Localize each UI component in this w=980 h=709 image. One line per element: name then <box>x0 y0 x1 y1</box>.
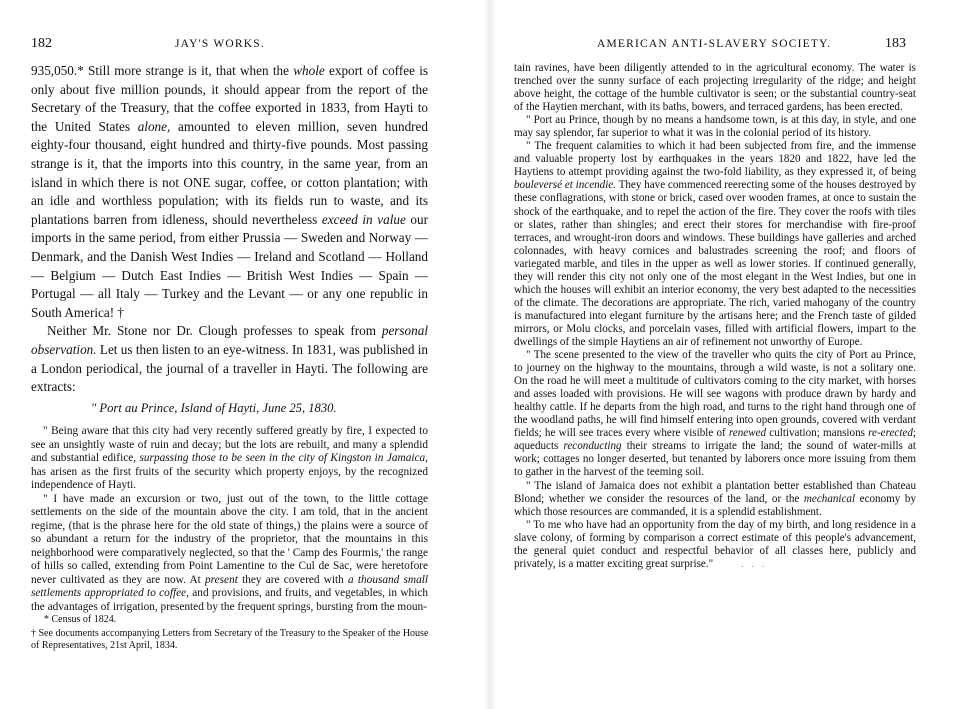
footnote-documents: † See documents accompanying Letters from Secretary of the Treasury to the Speaker of the House of Representatives, 21st April, 1834. <box>31 628 429 651</box>
dateline: " Port au Prince, Island of Hayti, June 25, 1830. <box>91 400 337 415</box>
right-page <box>490 0 980 709</box>
running-head-left: JAY'S WORKS. <box>175 38 265 50</box>
paragraph-eye-witness: Neither Mr. Stone nor Dr. Clough professes to speak from personal observation. Let us then listen to an eye-witness. In 1831, was published in a London periodical, the journal of a traveller in Hayti. The following are extracts: <box>31 323 428 395</box>
paragraph-slave-colony: " To me who have had an opportunity from the day of my birth, and long residence in a slave colony, of forming by comparison a correct estimate of this people's advancement, the general quiet conduct and respectful behavior of all classes here, publicly and privately, is a matter exciting great surprise." . . . <box>514 518 916 570</box>
right-body-text <box>514 62 916 571</box>
footnote-census: * Census of 1824. <box>44 614 117 625</box>
paragraph-traveller-scene: " The scene presented to the view of the traveller who quits the city of Port au Prince, to journey on the highway to the mountains, through a wild waste, is not a solitary one. On the road he will meet a multitude of cultivators coming to the city market, with horses and asses loaded with provisions. He will see wagons with produce drawn by hardy and healthy cattle. If he departs from the high road, and turns to the right hand through one of the woodland paths, he will find himself entering into open grounds, covered with verdant fields; he will see traces every where visible of renewed cultivation; mansions re-erected; aqueducts reconducting their streams to irrigate the land; the sound of water-mills at work; cottages no longer deserted, but tenanted by laborers once more issuing from them to gather in the harvest of the teeming soil. <box>514 349 916 479</box>
quote-city-rebuilt: " Being aware that this city had very recently suffered greatly by fire, I expected to see an unsightly waste of ruin and decay; but the lots are rebuilt, and many a splendid and substantial edifice, surpassing those to be seen in the city of Kingston in Jamaica, has arisen as the first fruits of the security which property enjoys, by the recognized independence of Hayti. <box>31 425 428 492</box>
paragraph-ravines: tain ravines, have been diligently attended to in the agricultural economy. The water is trenched over the sunny surface of each projecting irregularity of the ridge; and height above height, the cottage of the humble cultivator is seen; or the substantial country-seat of the Haytien merchant, with its baths, bowers, and terraced gardens, has been erected. <box>514 62 916 114</box>
quote-excursion: " I have made an excursion or two, just out of the town, to the little cottage settlements on the side of the mountain above the city. I am told, that in the ancient regime, (that is the phrase here for the old state of things,) the plains were a source of so abundant a return for the industry of the proprietor, that the mountains in this neighborhood were comparatively neglected, so that the ' Camp des Fourmis,' the range of hills so called, extending from Point Lamentine to the Cul de Sac, were heretofore never cultivated as they are now. At present they are covered with a thousand small settlements appropriated to coffee, and provisions, and fruits, and vegetables, in which the advantages of irrigation, presented by the frequent springs, bursting from the moun- <box>31 492 428 613</box>
paragraph-coffee-exports: 935,050.* Still more strange is it, that when the whole export of coffee is only about five million pounds, it should appear from the report of the Secretary of the Treasury, that the coffee exported in 1833, from Hayti to the United States alone, amounted to eleven million, seven hundred eighty-four thousand, eight hundred and thirty-five pounds. Most passing strange is it, that the imports into this country, in the same year, from an island in which there is not ONE sugar, coffee, or cotton plantation; with an idle and worthless population; with its fields run to waste, and its plantations barren from idleness, should nevertheless exceed in value our imports in the same period, from either Prussia — Sweden and Norway — Denmark, and the Danish West Indies — Ireland and Scotland — Holland — Belgium — Dutch East Indies — British West Indies — Spain — Portugal — all Italy — Turkey and the Levant — or any one republic in South America! † <box>31 63 429 320</box>
paragraph-jamaica: " The island of Jamaica does not exhibit a plantation better established than Chateau Blond; whether we consider the resources of the land, or the mechanical economy by which those resources are commanded, it is a splendid establishment. <box>514 479 916 518</box>
left-body-text <box>31 62 428 614</box>
running-head-right: AMERICAN ANTI-SLAVERY SOCIETY. <box>597 38 832 50</box>
paragraph-calamities: " The frequent calamities to which it had been subjected from fire, and the immense and valuable property lost by earthquakes in the years 1820 and 1822, have led the Haytiens to attempt providing against the two-fold liability, as they expressed it, of being bouleversé et incendie. They have commenced reerecting some of the houses destroyed by these conflagrations, with stone or brick, cased over wooden frames, at once to sustain the shock of the earthquake, and to repel the action of the fire. They cover the roofs with tiles or slates, rather than shingles; and erect their stores for merchandise with fire-proof terraces, and wrought-iron doors and windows. These buildings have galleries and arched colonnades, with heavy cornices and balustrades screening the roof; and floors of variegated marble, and tiles in the upper as well as lower stories. If continued generally, they will render this city not only one of the most elegant in the West Indies, but one in which the houses will exhibit an interior economy, the very best adapted to the necessities of the climate. The decorations are appropriate. The rich, varied mahogany of the country is manufactured into elegant furniture by the artisans here; and the French taste of gilded mirrors, or Molu clocks, and porcelain vases, filled with artificial flowers, impart to the dwellings of the simple Haytiens an air of refinement not unworthy of Europe. <box>514 140 916 348</box>
page-number-left: 182 <box>31 36 52 51</box>
paragraph-port-au-prince: " Port au Prince, though by no means a handsome town, is at this day, in style, and one may say splendor, far superior to what it was in the colonial period of its history. <box>514 114 916 140</box>
end-dots: . . . <box>741 558 768 569</box>
page-number-right: 183 <box>885 36 906 51</box>
